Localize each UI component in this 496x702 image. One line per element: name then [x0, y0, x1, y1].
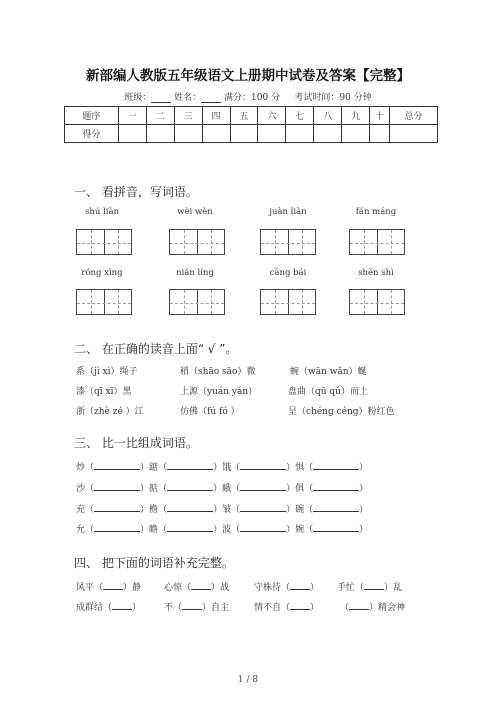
idiom-text: 手忙（: [337, 583, 365, 593]
idiom-blank[interactable]: [349, 601, 369, 610]
pinyin-label: shēn shì: [358, 268, 394, 278]
score-header-cell: 题序: [65, 107, 119, 125]
score-cell[interactable]: [174, 125, 202, 143]
idiom-blank[interactable]: [290, 601, 310, 610]
answer-blank[interactable]: [313, 523, 359, 532]
answer-blank[interactable]: [94, 482, 140, 491]
pinyin-label: wèi wèn: [177, 207, 213, 217]
writing-grid[interactable]: [76, 229, 132, 255]
score-header-cell: 总分: [390, 107, 438, 125]
compare-char: 碗: [295, 505, 305, 515]
pinyin-label: juàn liàn: [269, 207, 307, 217]
answer-blank[interactable]: [94, 461, 140, 470]
compare-char: 波: [222, 525, 232, 535]
answer-blank[interactable]: [94, 503, 140, 512]
idiom-text: ）: [310, 603, 320, 613]
pronunciation-choice[interactable]: 盘曲（qū qǔ）而上: [288, 387, 368, 397]
answer-blank[interactable]: [240, 523, 286, 532]
compare-char: 踮: [149, 463, 159, 473]
compare-char: 蛾: [222, 484, 232, 494]
score-header-cell: 一: [118, 107, 146, 125]
writing-grid[interactable]: [169, 229, 225, 255]
idiom-blank[interactable]: [364, 581, 384, 590]
compare-row: 沙（ ）掂（ ）蛾（ ）俱（ ）: [76, 484, 369, 494]
name-label: 姓名：: [174, 93, 202, 103]
idiom-item: [164, 580, 229, 593]
pronunciation-choice[interactable]: 蜿（wān wǎn）蜒: [290, 367, 367, 377]
compare-char: 掂: [149, 484, 159, 494]
class-label: 班级：: [124, 93, 152, 103]
pinyin-label: róng xìng: [81, 268, 123, 278]
answer-blank[interactable]: [313, 503, 359, 512]
answer-blank[interactable]: [167, 523, 213, 532]
idiom-blank[interactable]: [112, 601, 132, 610]
exam-info-line: [0, 90, 496, 103]
score-header-cell: 二: [146, 107, 174, 125]
answer-blank[interactable]: [240, 503, 286, 512]
idiom-blank[interactable]: [191, 581, 211, 590]
score-header-cell: 六: [258, 107, 286, 125]
compare-char: 瞻: [149, 525, 159, 535]
idiom-item: [254, 580, 319, 593]
idiom-item: [164, 600, 229, 613]
compare-char: 饿: [222, 463, 232, 473]
idiom-text: ）精会神: [369, 603, 406, 613]
score-cell[interactable]: [390, 125, 438, 143]
score-cell[interactable]: [342, 125, 370, 143]
compare-char: 檐: [149, 505, 159, 515]
score-cell[interactable]: [314, 125, 342, 143]
answer-blank[interactable]: [94, 523, 140, 532]
pinyin-label: shú liàn: [85, 207, 119, 217]
answer-blank[interactable]: [313, 482, 359, 491]
writing-grid[interactable]: [349, 289, 405, 315]
score-cell[interactable]: [286, 125, 314, 143]
score-table-header-row: [65, 107, 438, 125]
writing-grid[interactable]: [76, 289, 132, 315]
compare-char: 充: [76, 505, 86, 515]
answer-blank[interactable]: [167, 461, 213, 470]
writing-grid[interactable]: [260, 229, 316, 255]
score-cell[interactable]: [146, 125, 174, 143]
compare-row: 炒（ ）踮（ ）饿（ ）惧（ ）: [76, 463, 369, 473]
idiom-text: 心惊（: [164, 583, 192, 593]
answer-blank[interactable]: [167, 482, 213, 491]
idiom-item: [254, 600, 319, 613]
idiom-blank[interactable]: [103, 581, 123, 590]
pronunciation-choice[interactable]: 系（jì xì）绳子: [76, 367, 138, 377]
idiom-text: 风平（: [76, 583, 104, 593]
idiom-text: ）乱: [384, 583, 403, 593]
answer-blank[interactable]: [240, 482, 286, 491]
compare-char: 俱: [295, 484, 305, 494]
compare-char: 惧: [295, 463, 305, 473]
idiom-text: ）: [310, 583, 320, 593]
score-cell[interactable]: [230, 125, 258, 143]
score-header-cell: 三: [174, 107, 202, 125]
page-number: 1 / 8: [237, 675, 259, 685]
pinyin-label: nián líng: [176, 268, 214, 278]
idiom-item: [76, 580, 141, 593]
score-header-cell: 八: [314, 107, 342, 125]
name-blank[interactable]: [201, 93, 221, 103]
answer-blank[interactable]: [167, 503, 213, 512]
compare-char: 炒: [76, 463, 86, 473]
answer-blank[interactable]: [240, 461, 286, 470]
idiom-blank[interactable]: [182, 601, 202, 610]
class-blank[interactable]: [151, 93, 171, 103]
compare-row: 允（ ）瞻（ ）波（ ）婉（ ）: [76, 525, 369, 535]
score-row-label: 得分: [65, 125, 119, 143]
section1-heading: 一、 看拼音，写词语。: [74, 185, 198, 199]
idiom-text: ）自主: [202, 603, 230, 613]
writing-grid[interactable]: [349, 229, 405, 255]
pinyin-label: cāng bái: [269, 268, 307, 278]
pronunciation-choice[interactable]: 稍（shāo sāo）微: [180, 367, 256, 377]
compare-char: 皱: [222, 505, 232, 515]
idiom-item: [337, 580, 402, 593]
score-header-cell: 四: [202, 107, 230, 125]
document-title: 新部编人教版五年级语文上册期中试卷及答案【完整】: [86, 68, 410, 84]
compare-char: 允: [76, 525, 86, 535]
pronunciation-choice[interactable]: 漆（qī xī）黑: [76, 387, 132, 397]
section4-heading: 四、 把下面的词语补充完整。: [74, 556, 234, 570]
compare-char: 婉: [295, 525, 305, 535]
writing-grid[interactable]: [260, 289, 316, 315]
writing-grid[interactable]: [169, 289, 225, 315]
score-header-cell: 五: [230, 107, 258, 125]
compare-char: 沙: [76, 484, 86, 494]
idiom-text: 情不自（: [254, 603, 291, 613]
pronunciation-choice[interactable]: 上源（yuán yán）: [180, 387, 258, 397]
pronunciation-choice[interactable]: 浙（zhè zé ）江: [76, 407, 144, 417]
score-header-cell: 九: [342, 107, 370, 125]
idiom-text: 守株待（: [254, 583, 291, 593]
score-header-cell: 十: [370, 107, 390, 125]
compare-row: 充（ ）檐（ ）皱（ ）碗（ ）: [76, 505, 369, 515]
idiom-blank[interactable]: [290, 581, 310, 590]
section3-heading: 三、 比一比组成词语。: [74, 436, 198, 450]
score-table: [64, 106, 438, 143]
score-table-score-row: [65, 125, 438, 143]
exam-time: 考试时间：90 分钟: [294, 93, 372, 103]
idiom-text: ）静: [123, 583, 142, 593]
score-cell[interactable]: [370, 125, 390, 143]
full-score: 满分：100 分: [224, 93, 281, 103]
section2-heading: 二、 在正确的读音上面“ √ ”。: [74, 342, 238, 356]
idiom-text: ）: [132, 603, 142, 613]
score-header-cell: 七: [286, 107, 314, 125]
idiom-text: 成群结（: [76, 603, 113, 613]
pinyin-label: fán máng: [355, 207, 397, 217]
idiom-item: [340, 600, 405, 613]
score-cell[interactable]: [202, 125, 230, 143]
idiom-text: 不（: [164, 603, 183, 613]
idiom-text: （: [340, 603, 350, 613]
answer-blank[interactable]: [313, 461, 359, 470]
pronunciation-choice[interactable]: 仿佛（fú fó ）: [180, 407, 240, 417]
idiom-text: ）战: [211, 583, 230, 593]
pronunciation-choice[interactable]: 呈（chéng céng）粉红色: [288, 407, 395, 417]
score-cell[interactable]: [118, 125, 146, 143]
score-cell[interactable]: [258, 125, 286, 143]
idiom-item: [76, 600, 141, 613]
